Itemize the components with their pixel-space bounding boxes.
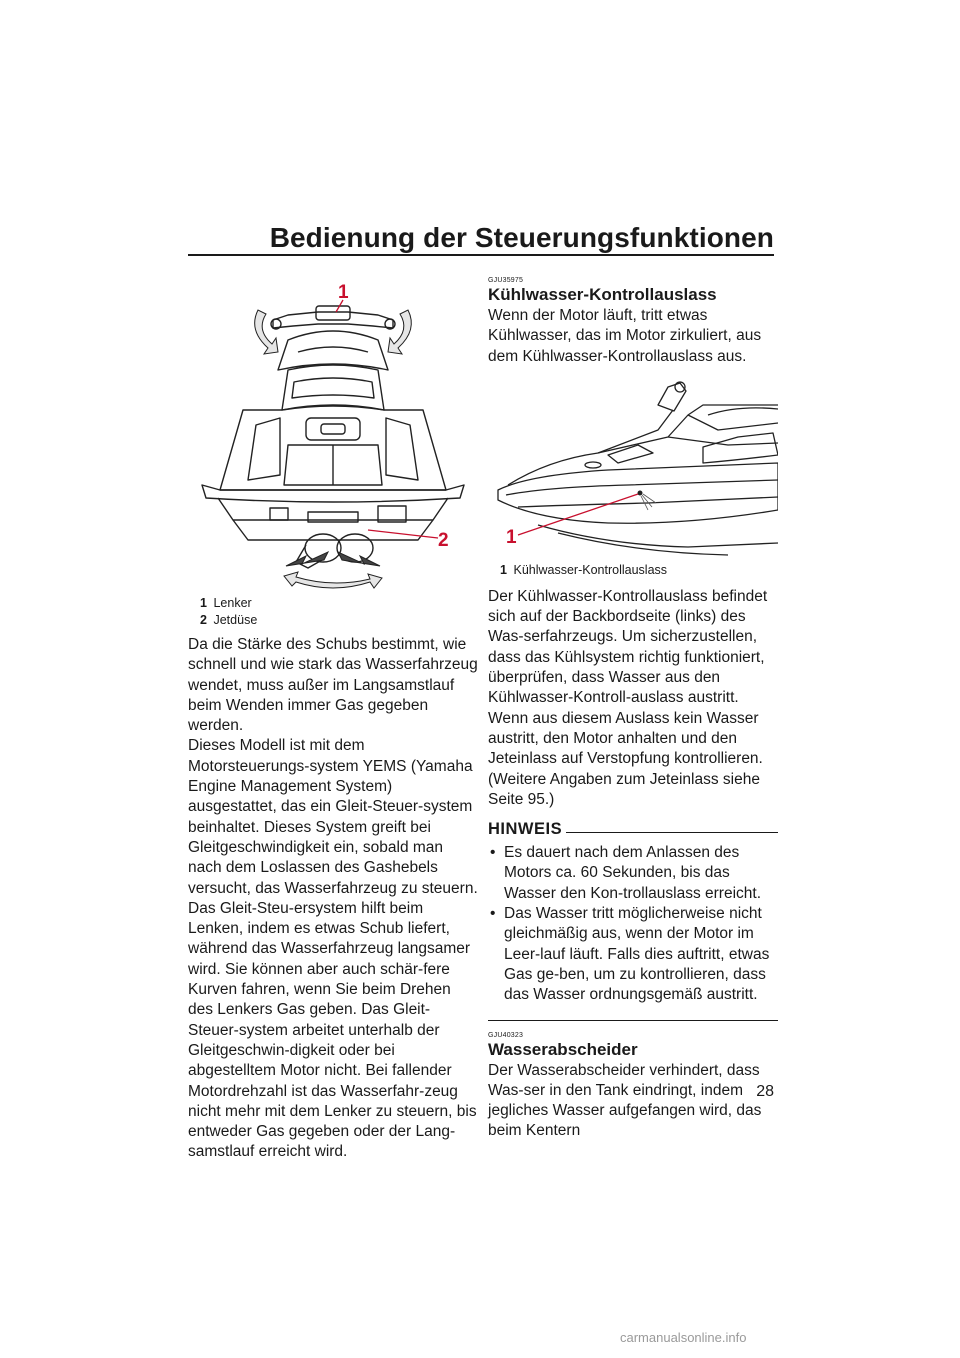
note-box [488, 820, 778, 1020]
paragraph: Wenn der Motor läuft, tritt etwas Kühlwasser, das im Motor zirkuliert, aus dem Kühlwasser-Kontrollauslass aus. [488, 307, 762, 365]
section-heading: Kühlwasser-Kontrollauslass [488, 285, 717, 304]
paragraph: Der Kühlwasser-Kontrollauslass befindet sich auf der Backbordseite (links) des Was-serfahrzeugs. Um sicherzustellen, dass das Kühlsystem richtig funktioniert, überprüfen, dass Wasser aus den Kühlwasser-Kontroll-auslass austritt. Wenn aus diesem Auslass kein Wasser austritt, den Motor anhalten und den Jeteinlass auf Verstopfung kontrollieren. (Weitere Angaben zum Jeteinlass siehe Seite 95.) [488, 587, 768, 808]
list-item: • Das Wasser tritt möglicherweise nicht gleichmäßig aus, wenn der Motor im Leer-lauf läuft. Falls dies auftritt, etwas Gas ge-ben, um zu kontrollieren, dass das Wasser ordnungsgemäß austritt. [488, 904, 778, 1005]
legend-num: 1 [200, 596, 207, 610]
figure-legend [200, 595, 478, 629]
list-item: • Es dauert nach dem Anlassen des Motors ca. 60 Sekunden, bis das Wasser den Kon-trollauslass erreicht. [488, 843, 778, 904]
page-title: Bedienung der Steuerungsfunktionen [269, 222, 774, 253]
legend-item [200, 612, 478, 629]
section-code: GJU35975 [488, 277, 524, 284]
callout-1: 1 [506, 526, 517, 548]
legend-num: 1 [500, 562, 507, 577]
paragraph: Da die Stärke des Schubs bestimmt, wie schnell und wie stark das Wasserfahrzeug wendet, muss außer im Langsamstlauf beim Wenden immer Gas gegeben werden. [188, 636, 478, 735]
title-rule [188, 254, 774, 256]
left-column [188, 270, 478, 1163]
note-list [488, 843, 778, 1005]
left-body [188, 635, 478, 1163]
note-header [488, 820, 778, 839]
legend-label: Kühlwasser-Kontrollauslass [513, 562, 668, 577]
page-number: 28 [756, 1083, 774, 1100]
right-column [488, 270, 778, 1142]
legend-label: Lenker [213, 596, 252, 610]
legend-item [200, 595, 478, 612]
legend-num: 2 [200, 613, 207, 627]
section-heading: Wasserabscheider [488, 1039, 638, 1059]
legend-item [500, 562, 778, 579]
section-body [488, 1061, 778, 1142]
legend-label: Jetdüse [213, 613, 258, 627]
section-body [488, 587, 778, 810]
paragraph: Dieses Modell ist mit dem Motorsteuerungs-system YEMS (Yamaha Engine Management System) ausgestattet, das ein Gleit-Steuer-system beinhaltet. Dieses System greift bei Gleitgeschwindigkeit ein, sobald man nach dem Loslassen des Gashebels versucht, das Wasserfahrzeug zu steuern. Das Gleit-Steu-ersystem hilft beim Lenken, indem es etwas Schub liefert, während das Wasserfahrzeug langsamer wird. Sie können aber auch schär-fere Kurven fahren, wenn Sie beim Drehen des Lenkers Gas geben. Das Gleit-Steuer-system arbeitet unterhalb der Gleitgeschwin-digkeit oder bei abgestelltem Motor nicht. Bei fallender Motordrehzahl ist das Wasserfahr-zeug nicht mehr mit dem Lenker zu steuern, bis entweder Gas gegeben oder der Lang-samstlauf erreicht wird. [188, 737, 478, 1161]
figure-legend [500, 562, 778, 579]
jetski-side-illustration [488, 375, 778, 560]
callout-2: 2 [438, 530, 449, 551]
note-label: HINWEIS [488, 820, 563, 839]
paragraph: Der Wasserabscheider verhindert, dass Was-ser in den Tank eindringt, indem jegliches Wasser aufgefangen wird, das beim Kentern [488, 1061, 762, 1140]
section-code: GJU40323 [488, 1031, 524, 1039]
note-end-rule [488, 1020, 778, 1021]
callout-1: 1 [338, 282, 349, 303]
watermark: carmanualsonline.info [620, 1330, 747, 1345]
note-rule [566, 832, 778, 833]
section-intro [488, 306, 778, 367]
jetski-rear-illustration [188, 270, 478, 595]
